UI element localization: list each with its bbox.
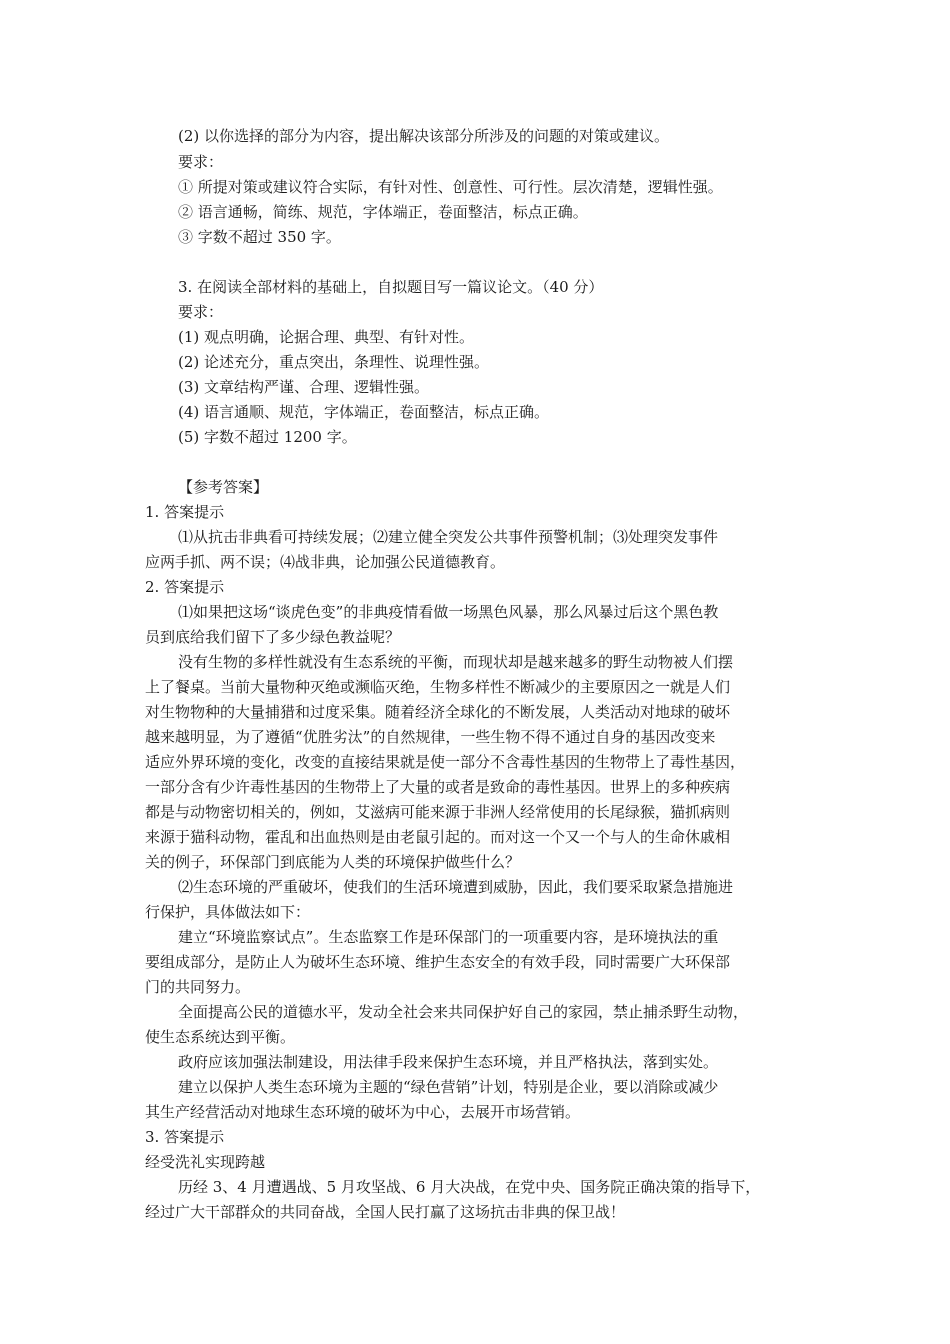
answer-2-text: 建立以保护人类生态环境为主题的“绿色营销”计划，特别是企业，要以消除或减少 — [178, 1078, 719, 1096]
answer-2-text: 对生物物种的大量捕猎和过度采集。随着经济全球化的不断发展，人类活动对地球的破坏 — [145, 703, 731, 721]
answer-2-text: 行保护，具体做法如下： — [145, 903, 311, 921]
answer-3-label: 3. 答案提示 — [145, 1128, 225, 1146]
answer-2-text: 越来越明显，为了遵循“优胜劣汰”的自然规律，一些生物不得不通过自身的基因改变来 — [145, 728, 716, 746]
answer-3-text: 经过广大干部群众的共同奋战，全国人民打赢了这场抗击非典的保卫战！ — [145, 1203, 626, 1221]
requirement-item: (5) 字数不超过 1200 字。 — [178, 428, 357, 446]
requirement-item: (2) 论述充分，重点突出，条理性、说理性强。 — [178, 353, 490, 371]
answer-2-text: 没有生物的多样性就没有生态系统的平衡，而现状却是越来越多的野生动物被人们摆 — [178, 653, 734, 671]
answer-2-text: 要组成部分，是防止人为破坏生态环境、维护生态安全的有效手段，同时需要广大环保部 — [145, 953, 731, 971]
answers-heading: 【参考答案】 — [178, 478, 269, 496]
answer-2-text: 关的例子，环保部门到底能为人类的环境保护做些什么？ — [145, 853, 521, 871]
answer-2-text: 使生态系统达到平衡。 — [145, 1028, 296, 1046]
answer-2-text: 其生产经营活动对地球生态环境的破坏为中心，去展开市场营销。 — [145, 1103, 581, 1121]
requirements-label: 要求： — [178, 303, 224, 321]
answer-2-text: 政府应该加强法制建设，用法律手段来保护生态环境，并且严格执法，落到实处。 — [178, 1053, 719, 1071]
answer-2-text: 员到底给我们留下了多少绿色教益呢？ — [145, 628, 401, 646]
answer-1-label: 1. 答案提示 — [145, 503, 225, 521]
requirement-item: (3) 文章结构严谨、合理、逻辑性强。 — [178, 378, 430, 396]
answer-2-text: ⑵生态环境的严重破坏，使我们的生活环境遭到威胁，因此，我们要采取紧急措施进 — [178, 878, 734, 896]
answer-2-label: 2. 答案提示 — [145, 578, 225, 596]
answer-1-text: 应两手抓、两不误；⑷战非典，论加强公民道德教育。 — [145, 553, 506, 571]
requirement-item: ② 语言通畅，简练、规范，字体端正，卷面整洁，标点正确。 — [178, 203, 588, 221]
answer-2-text: 一部分含有少许毒性基因的生物带上了大量的或者是致命的毒性基因。世界上的多种疾病 — [145, 778, 731, 796]
answer-2-text: 都是与动物密切相关的，例如，艾滋病可能来源于非洲人经常使用的长尾绿猴，猫抓病则 — [145, 803, 731, 821]
question-2-2: (2) 以你选择的部分为内容，提出解决该部分所涉及的问题的对策或建议。 — [178, 127, 670, 145]
answer-2-text: 来源于猫科动物，霍乱和出血热则是由老鼠引起的。而对这一个又一个与人的生命休戚相 — [145, 828, 731, 846]
requirement-item: ① 所提对策或建议符合实际，有针对性、创意性、可行性。层次清楚，逻辑性强。 — [178, 178, 723, 196]
answer-2-text: 建立“环境监察试点”。生态监察工作是环保部门的一项重要内容，是环境执法的重 — [178, 928, 719, 946]
essay-title: 经受洗礼实现跨越 — [145, 1153, 266, 1171]
question-3: 3. 在阅读全部材料的基础上，自拟题目写一篇议论文。（40 分） — [178, 278, 604, 296]
requirement-item: ③ 字数不超过 350 字。 — [178, 228, 341, 246]
answer-1-text: ⑴从抗击非典看可持续发展；⑵建立健全突发公共事件预警机制；⑶处理突发事件 — [178, 528, 719, 546]
answer-2-text: ⑴如果把这场“谈虎色变”的非典疫情看做一场黑色风暴，那么风暴过后这个黑色教 — [178, 603, 719, 621]
answer-2-text: 适应外界环境的变化，改变的直接结果就是使一部分不含毒性基因的生物带上了毒性基因， — [145, 753, 746, 771]
answer-2-text: 门的共同努力。 — [145, 978, 251, 996]
answer-3-text: 历经 3、4 月遭遇战、5 月攻坚战、6 月大决战，在党中央、国务院正确决策的指导下， — [178, 1178, 761, 1196]
answer-2-text: 上了餐桌。当前大量物种灭绝或濒临灭绝，生物多样性不断减少的主要原因之一就是人们 — [145, 678, 731, 696]
requirement-item: (1) 观点明确，论据合理、典型、有针对性。 — [178, 328, 475, 346]
requirement-item: (4) 语言通顺、规范，字体端正，卷面整洁，标点正确。 — [178, 403, 550, 421]
requirements-label: 要求： — [178, 153, 224, 171]
answer-2-text: 全面提高公民的道德水平，发动全社会来共同保护好自己的家园，禁止捕杀野生动物， — [178, 1003, 749, 1021]
